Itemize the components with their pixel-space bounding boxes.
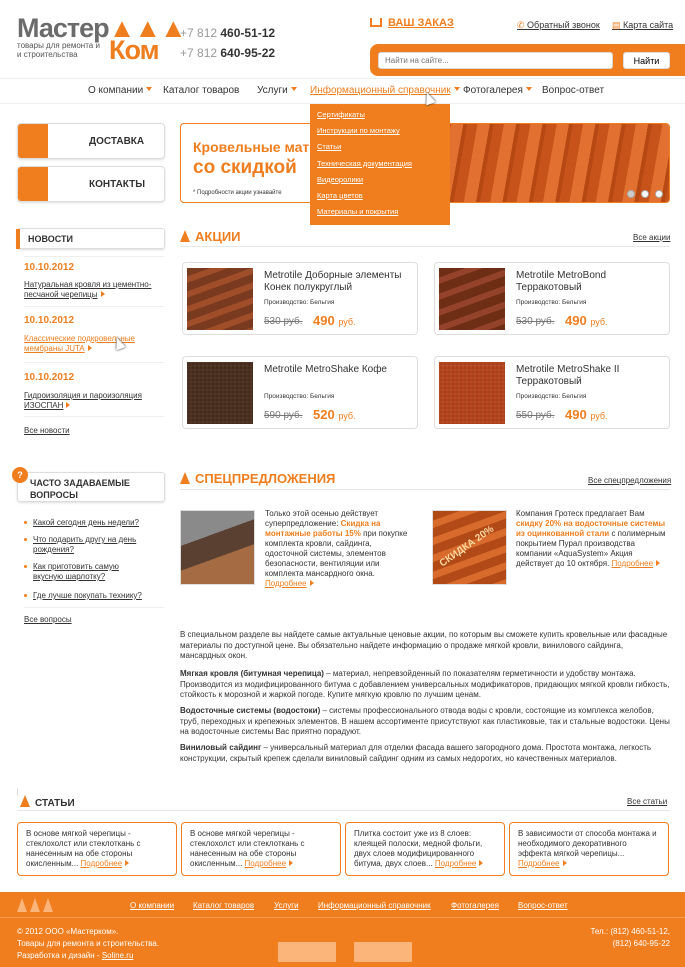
arrow-right-icon — [310, 580, 314, 586]
contacts-icon — [18, 167, 48, 201]
order-label: ВАШ ЗАКАЗ — [388, 17, 454, 29]
all-promo-link[interactable]: Все акции — [633, 233, 671, 242]
nav-item-reference[interactable]: Информационный справочник — [310, 85, 460, 96]
arrow-right-icon — [101, 291, 105, 297]
phone1: 460-51-12 — [220, 26, 276, 40]
contacts-button[interactable] — [17, 166, 165, 202]
tree-icon — [180, 230, 190, 242]
footer-nav-services[interactable]: Услуги — [274, 901, 299, 910]
basket-icon — [370, 18, 382, 27]
arrow-right-icon — [563, 860, 567, 866]
discount-stamp: СКИДКА 20% — [437, 523, 497, 570]
sitemap-label: Карта сайта — [623, 20, 674, 30]
tree-icon — [43, 898, 53, 912]
article-card[interactable]: Плитка состоит уже из 8 слоев: клеящей полоски, медной фольги, двух слоев модифицированного битума, двух слоев... Подробнее — [345, 822, 505, 876]
content-paragraph: Мягкая кровля (битумная черепица) – материал, непревзойденный по показателям герметичности и удобству монтажа. Производится из модифицированного битума с добавлением универсальных модификаторов, придающих мягкой кровли гибкость, стойкость к морозной и жаркой погоде. Купите мягкую кровлю по лучшим ценам. — [180, 669, 670, 699]
news-date: 10.10.2012 — [24, 315, 75, 326]
arrow-right-icon — [289, 860, 293, 866]
order-link[interactable] — [370, 17, 454, 29]
specials-title: СПЕЦПРЕДЛОЖЕНИЯ — [180, 471, 335, 486]
special-image — [432, 510, 507, 585]
search-input[interactable] — [378, 52, 613, 69]
divider — [17, 810, 670, 811]
divider — [24, 362, 164, 363]
search-button[interactable]: Найти — [623, 52, 670, 69]
footer-phones: Тел.: (812) 460-51-12, (812) 640-95-22 — [590, 927, 670, 948]
tree-icon — [17, 898, 27, 912]
product-image — [439, 362, 505, 424]
all-faq-link[interactable]: Все вопросы — [24, 615, 72, 624]
divider — [24, 416, 164, 417]
banner-line1: Кровельные мат — [193, 139, 310, 155]
phone2-prefix: +7 812 — [180, 46, 221, 60]
promo-title: АКЦИИ — [180, 229, 241, 244]
sitemap-icon: ▤ — [612, 20, 624, 30]
phone2: 640-95-22 — [220, 46, 276, 60]
logo-sub-1: товары для ремонта и — [17, 41, 100, 50]
product-name: Metrotile MetroShake II Терракотовый — [516, 364, 620, 387]
footer-nav-catalog[interactable]: Каталог товаров — [193, 901, 255, 910]
product-image — [187, 362, 253, 424]
footer-nav-reference[interactable]: Информационный справочник — [318, 901, 431, 910]
special-text: Только этой осенью действует суперпредложение: Скидка на монтажные работы 15% при покупке комплекта кровли, сайдинга, одосточной системы, элементов безопасности, вентиляции или комплекта мансардного окна. Подробнее — [265, 509, 408, 588]
footer — [0, 892, 685, 967]
search-bar — [370, 44, 685, 76]
special-text: Компания Гротеск предлагает Вам скидку 20% на водосточные системы из оцинкованной стали с полимерным покрытием Пурал производства компании «AquaSystem» Акция действует до 10 октября. Подробнее — [516, 509, 666, 568]
divider — [24, 256, 164, 257]
main-nav — [0, 78, 685, 104]
news-date: 10.10.2012 — [24, 262, 75, 273]
divider — [24, 607, 164, 608]
banner-line2: со скидкой — [193, 157, 297, 178]
article-card[interactable]: В зависимости от способа монтажа и необходимого декоративного эффекта мягкой черепицы... Подробнее — [509, 822, 669, 876]
arrow-right-icon — [66, 402, 70, 408]
arrow-right-icon — [125, 860, 129, 866]
logo-sub-2: и строительства — [17, 50, 78, 59]
faq-item[interactable]: Какой сегодня день недели? — [24, 518, 149, 528]
new-price: 520 руб. — [313, 407, 356, 422]
delivery-icon — [18, 124, 48, 158]
faq-item[interactable]: Как приготовить самую вкусную шарлотку? — [24, 562, 149, 582]
nav-item-services[interactable]: Услуги — [257, 85, 297, 96]
banner-note: * Подробности акции узнавайте — [193, 190, 282, 196]
product-name: Metrotile MetroBond Терракотовый — [516, 270, 607, 293]
more-link[interactable]: Подробнее — [434, 859, 477, 868]
news-link[interactable]: Натуральная кровля из цементно-песчаной черепицы — [24, 280, 152, 299]
product-name: Metrotile Доборные элементы Конек полукруглый — [264, 270, 402, 293]
product-card[interactable] — [434, 262, 670, 335]
faq-item[interactable]: Где лучше покупать технику? — [24, 591, 149, 601]
copyright: © 2012 ООО «Мастерком». Товары для ремонта и строительства. Разработка и дизайн - Soline.ru — [17, 927, 159, 960]
product-maker: Производство: Бельгия — [264, 393, 335, 400]
product-card[interactable] — [182, 262, 418, 335]
chevron-down-icon — [526, 87, 532, 91]
more-link[interactable]: Подробнее — [80, 859, 123, 868]
all-articles-link[interactable]: Все статьи — [627, 797, 668, 806]
dropdown-item[interactable]: Сертификаты — [317, 110, 365, 119]
dropdown-item[interactable]: Техническая документация — [317, 158, 412, 168]
divider — [24, 306, 164, 307]
delivery-label: ДОСТАВКА — [89, 136, 145, 147]
chevron-down-icon — [454, 87, 460, 91]
arrow-right-icon — [88, 345, 92, 351]
product-maker: Производство: Бельгия — [516, 393, 587, 400]
dropdown-item[interactable]: Видеоролики — [317, 174, 364, 184]
tree-icon — [30, 898, 40, 912]
roof-image — [441, 124, 670, 203]
delivery-button[interactable] — [17, 123, 165, 159]
logo-text-2: Ком — [109, 35, 159, 65]
slider-dot[interactable] — [641, 190, 649, 198]
heading-mark — [16, 229, 20, 249]
chevron-down-icon — [146, 87, 152, 91]
product-name: Metrotile MetroShake Кофе — [264, 364, 387, 375]
footer-nav-about[interactable]: О компании — [130, 901, 175, 910]
news-link[interactable]: Классические подкровельные мембраны JUTA — [24, 334, 135, 353]
tree-icon — [20, 795, 30, 807]
slider-dot[interactable] — [627, 190, 635, 198]
more-link[interactable]: Подробнее — [265, 579, 307, 588]
new-price: 490 руб. — [313, 313, 356, 328]
footer-divider — [0, 917, 685, 918]
logo-text-1: Мастер — [17, 13, 109, 43]
new-price: 490 руб. — [565, 313, 608, 328]
divider — [180, 489, 670, 490]
tree-icon — [180, 472, 190, 484]
phone1-prefix: +7 812 — [180, 26, 221, 40]
sitemap-link[interactable] — [612, 20, 673, 31]
divider — [180, 246, 670, 247]
logo[interactable] — [17, 13, 186, 65]
content-paragraph: Виниловый сайдинг – универсальный материал для отделки фасада вашего загородного дома. Простота монтажа, легкость конструкции, скрытый крепеж сделали виниловый сайдинг одним из самых недорогих, но качественных материалов. — [180, 743, 652, 763]
reference-dropdown — [310, 104, 450, 225]
developer-link[interactable]: Soline.ru — [101, 951, 134, 960]
product-card[interactable] — [434, 356, 670, 429]
dropdown-item[interactable]: Материалы и покрытия — [317, 207, 399, 217]
arrow-right-icon — [656, 560, 660, 566]
callback-label: Обратный звонок — [527, 20, 600, 30]
dropdown-item[interactable]: Инструкции по монтажу — [317, 126, 400, 136]
more-link[interactable]: Подробнее — [518, 859, 560, 868]
footer-nav-faq[interactable]: Вопрос-ответ — [518, 901, 568, 910]
product-maker: Производство: Бельгия — [516, 299, 587, 306]
new-price: 490 руб. — [565, 407, 608, 422]
news-heading: НОВОСТИ — [17, 228, 165, 249]
article-card[interactable]: В основе мягкой черепицы - стеклохолст или стеклоткань с нанесенным на обе стороны окисленным... Подробнее — [181, 822, 341, 876]
callback-link[interactable] — [517, 20, 600, 31]
chevron-down-icon — [291, 87, 297, 91]
old-price: 530 руб. — [264, 316, 303, 327]
news-date: 10.10.2012 — [24, 372, 75, 383]
question-icon: ? — [12, 467, 28, 483]
faq-heading: ЧАСТО ЗАДАВАЕМЫЕ ВОПРОСЫ — [17, 472, 165, 502]
slider-dot[interactable] — [655, 190, 663, 198]
contacts-label: КОНТАКТЫ — [89, 179, 146, 190]
product-image — [439, 268, 505, 330]
footer-nav-gallery[interactable]: Фотогалерея — [451, 901, 499, 910]
dropdown-item[interactable]: Статьи — [317, 142, 342, 152]
faq-item[interactable]: Что подарить другу на день рождения? — [24, 535, 149, 555]
nav-item-faq[interactable]: Вопрос-ответ — [542, 85, 605, 96]
old-price: 590 руб. — [264, 410, 303, 421]
special-image — [180, 510, 255, 585]
counter-badge[interactable] — [354, 942, 412, 962]
more-link[interactable]: Подробнее — [244, 859, 287, 868]
all-specials-link[interactable]: Все спецпредложения — [588, 476, 672, 485]
all-news-link[interactable]: Все новости — [24, 426, 70, 435]
phones — [180, 23, 275, 63]
arrow-right-icon — [479, 860, 483, 866]
product-maker: Производство: Бельгия — [264, 299, 335, 306]
product-card[interactable] — [182, 356, 418, 429]
old-price: 550 руб. — [516, 410, 555, 421]
nav-item-catalog[interactable]: Каталог товаров — [163, 85, 240, 96]
old-price: 530 руб. — [516, 316, 555, 327]
article-card[interactable]: В основе мягкой черепицы - стеклохолст или стеклоткань с нанесенным на обе стороны окисленным... Подробнее — [17, 822, 177, 876]
more-link[interactable]: Подробнее — [611, 559, 654, 568]
intro-text: В специальном разделе вы найдете самые актуальные ценовые акции, по которым вы сможете купить кровельные или фасадные материалы по доступной цене. Вы обязательно найдете информацию о продаже мягкой кровли, винилового сайдинга, мансардных окон. — [180, 630, 668, 660]
counter-badge[interactable] — [278, 942, 336, 962]
dropdown-item[interactable]: Карта цветов — [317, 190, 363, 200]
articles-title: СТАТЬИ — [20, 795, 75, 809]
news-link[interactable]: Гидроизоляция и пароизоляция ИЗОСПАН — [24, 391, 142, 410]
product-image — [187, 268, 253, 330]
nav-item-about[interactable]: О компании — [88, 85, 152, 96]
nav-item-gallery[interactable]: Фотогалерея — [463, 85, 532, 96]
content-paragraph: Водосточные системы (водостоки) – системы профессионального отвода воды с кровли, состоящие из комплекса желобов, труб, переходных и крепежных элементов. В нашем ассортименте присутствуют как пластиковые, так и стальные водостоки. Цены на водосточные системы Вас приятно порадуют. — [180, 706, 670, 736]
logo-trees-icon: ▲▲▲ — [108, 13, 186, 43]
phone-icon: ✆ — [517, 20, 528, 30]
